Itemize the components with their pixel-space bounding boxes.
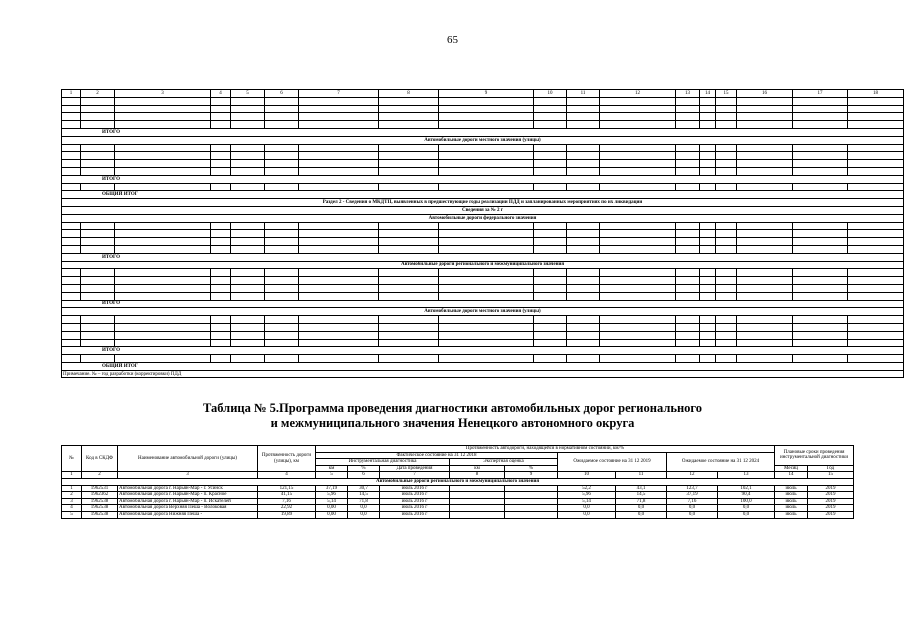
cell-pct-2019: 43,1 xyxy=(616,485,667,492)
header-expected-2019: Ожидаемое состояние на 31 12 2019 xyxy=(558,452,667,472)
empty-row xyxy=(62,339,904,347)
section-row xyxy=(62,199,904,207)
data-heading: Сведения за № 2 г xyxy=(62,206,904,214)
column-number: 3 xyxy=(115,90,211,98)
local-roads-heading: Автомобильные дороги местного значения (улицы) xyxy=(62,136,904,144)
column-number: 2 xyxy=(81,90,115,98)
cell-pct-2024: 102,1 xyxy=(718,485,775,492)
header-km: км xyxy=(450,465,505,472)
empty-row xyxy=(62,292,904,300)
cell-name: Автомобильная дорога Нижняя Пеша - xyxy=(118,511,258,518)
total-row xyxy=(62,253,904,261)
empty-row xyxy=(62,269,904,277)
column-number: 4 xyxy=(258,472,316,479)
header-instrumental: Инструментальная диагностика xyxy=(316,459,450,466)
empty-row xyxy=(62,144,904,152)
column-number: 5 xyxy=(316,472,348,479)
cell-date: июль 2016 г xyxy=(380,485,450,492)
cell-pct-2024: 0,0 xyxy=(718,511,775,518)
cell-km-2019: 5,14 xyxy=(558,498,616,505)
cell-km: 0,00 xyxy=(316,505,348,512)
section-row xyxy=(62,478,854,485)
column-number: 4 xyxy=(211,90,231,98)
empty-row xyxy=(62,222,904,230)
grand-total-label: ОБЩИЙ ИТОГ xyxy=(62,191,904,199)
regional-roads-heading: Автомобильные дороги регионального и межмуниципального значения xyxy=(62,261,904,269)
total-row xyxy=(62,128,904,136)
local-roads-heading: Автомобильные дороги местного значения (улицы) xyxy=(62,308,904,316)
column-number: 6 xyxy=(348,472,380,479)
cell-km: 0,00 xyxy=(316,511,348,518)
cell-month: июль xyxy=(775,505,808,512)
cell-date: июль 2016 г xyxy=(380,511,450,518)
column-number: 8 xyxy=(379,90,439,98)
empty-row xyxy=(62,238,904,246)
column-number: 17 xyxy=(793,90,848,98)
page-number: 65 xyxy=(447,34,458,46)
cell-km-2024: 0,0 xyxy=(667,505,718,512)
cell-pct: 14,5 xyxy=(348,492,380,499)
cell-pct: 71,8 xyxy=(348,498,380,505)
column-number: 15 xyxy=(716,90,737,98)
cell-km-2019: 0,0 xyxy=(558,511,616,518)
total-label: ИТОГО xyxy=(62,175,904,183)
grand-total-row xyxy=(62,362,904,370)
column-number: 7 xyxy=(380,472,450,479)
column-number: 3 xyxy=(118,472,258,479)
header-code: Код в СКДФ xyxy=(82,446,118,472)
total-label: ИТОГО xyxy=(62,253,904,261)
note-row xyxy=(62,370,904,378)
cell-date: июль 2016 г xyxy=(380,498,450,505)
column-number: 13 xyxy=(718,472,775,479)
header-name: Наименование автомобильной дороги (улицы) xyxy=(118,446,258,472)
column-number: 10 xyxy=(534,90,567,98)
cell-km-2024: 7,16 xyxy=(667,498,718,505)
column-number: 13 xyxy=(676,90,700,98)
cell-pct: 30,7 xyxy=(348,485,380,492)
cell-km-2019: 0,0 xyxy=(558,505,616,512)
cell-expert-km xyxy=(450,492,505,499)
grand-total-row xyxy=(62,191,904,199)
empty-row xyxy=(62,284,904,292)
table-title-line-2: и межмуниципального значения Ненецкого автономного округа xyxy=(270,416,635,430)
cell-code: 1962362 xyxy=(82,492,118,499)
total-row xyxy=(62,347,904,355)
cell-code: 1962538 xyxy=(82,505,118,512)
cell-expert-pct xyxy=(505,492,558,499)
cell-num: 3 xyxy=(62,498,82,505)
cell-code: 1962538 xyxy=(82,511,118,518)
cell-name: Автомобильная дорога г. Нарьян-Мар - г. Усинск xyxy=(118,485,258,492)
cell-pct-2024: 90,4 xyxy=(718,492,775,499)
column-number: 1 xyxy=(62,90,81,98)
table-row xyxy=(62,485,854,492)
total-row xyxy=(62,175,904,183)
cell-km: 5,96 xyxy=(316,492,348,499)
empty-row xyxy=(62,160,904,168)
empty-row xyxy=(62,245,904,253)
cell-year: 2019 xyxy=(808,498,854,505)
column-number: 8 xyxy=(450,472,505,479)
cell-length: 121,15 xyxy=(258,485,316,492)
cell-name: Автомобильная дорога Верхняя Пеша - Волоковая xyxy=(118,505,258,512)
header-year: Год xyxy=(808,465,854,472)
cell-km: 5,14 xyxy=(316,498,348,505)
header-expected-2024: Ожидаемое состояние на 31 12 2024 xyxy=(667,452,775,472)
table-row xyxy=(62,505,854,512)
empty-row xyxy=(62,105,904,113)
section-row xyxy=(62,261,904,269)
empty-row xyxy=(62,152,904,160)
cell-km-2019: 52,2 xyxy=(558,485,616,492)
header-date: Дата проведения xyxy=(380,465,450,472)
total-row xyxy=(62,300,904,308)
cell-num: 4 xyxy=(62,505,82,512)
table-row xyxy=(62,511,854,518)
column-number: 12 xyxy=(600,90,676,98)
cell-date: июль 2016 г xyxy=(380,505,450,512)
cell-num: 1 xyxy=(62,485,82,492)
empty-row xyxy=(62,113,904,121)
cell-month: июль xyxy=(775,492,808,499)
cell-code: 1962531 xyxy=(82,485,118,492)
cell-pct: 0,0 xyxy=(348,505,380,512)
cell-km: 37,19 xyxy=(316,485,348,492)
header-length: Протяженность дороги (улицы), км xyxy=(258,446,316,472)
continuation-table xyxy=(61,89,904,378)
column-number: 15 xyxy=(808,472,854,479)
empty-row xyxy=(62,230,904,238)
cell-pct: 0,0 xyxy=(348,511,380,518)
table-title-line-1: Таблица № 5.Программа проведения диагностики автомобильных дорог регионального xyxy=(202,401,703,415)
cell-month: июль xyxy=(775,498,808,505)
header-row xyxy=(62,446,854,453)
empty-row xyxy=(62,183,904,191)
header-num: № xyxy=(62,446,82,472)
section-row xyxy=(62,214,904,222)
cell-km-2024: 123,7 xyxy=(667,485,718,492)
cell-pct-2019: 71,8 xyxy=(616,498,667,505)
empty-row xyxy=(62,316,904,324)
cell-pct-2019: 14,5 xyxy=(616,492,667,499)
header-km: км xyxy=(316,465,348,472)
column-number: 11 xyxy=(567,90,600,98)
section-row xyxy=(62,206,904,214)
empty-row xyxy=(62,277,904,285)
table-row xyxy=(62,492,854,499)
table-note: Примечание. № – год разработки (корректировки) ПДД xyxy=(62,370,904,378)
total-label: ИТОГО xyxy=(62,128,904,136)
cell-year: 2019 xyxy=(808,511,854,518)
column-number: 14 xyxy=(775,472,808,479)
column-number: 1 xyxy=(62,472,82,479)
header-pct: % xyxy=(505,465,558,472)
cell-expert-km xyxy=(450,485,505,492)
empty-row xyxy=(62,97,904,105)
column-number: 10 xyxy=(558,472,616,479)
cell-expert-pct xyxy=(505,498,558,505)
column-number: 2 xyxy=(82,472,118,479)
column-number: 9 xyxy=(505,472,558,479)
cell-length: 41,15 xyxy=(258,492,316,499)
grand-total-label: ОБЩИЙ ИТОГ xyxy=(62,362,904,370)
cell-date: июль 2016 г xyxy=(380,492,450,499)
cell-expert-pct xyxy=(505,505,558,512)
column-numbers-row xyxy=(62,90,904,98)
cell-length: 22,92 xyxy=(258,505,316,512)
cell-pct-2019: 0,0 xyxy=(616,511,667,518)
empty-row xyxy=(62,331,904,339)
cell-expert-km xyxy=(450,498,505,505)
cell-expert-pct xyxy=(505,485,558,492)
header-pct: % xyxy=(348,465,380,472)
column-number: 7 xyxy=(299,90,379,98)
cell-km-2024: 37,19 xyxy=(667,492,718,499)
cell-year: 2019 xyxy=(808,485,854,492)
cell-km-2019: 5,96 xyxy=(558,492,616,499)
cell-name: Автомобильная дорога г. Нарьян-Мар - п. Красное xyxy=(118,492,258,499)
table-title xyxy=(0,401,905,431)
cell-month: июль xyxy=(775,511,808,518)
cell-month: июль xyxy=(775,485,808,492)
diagnostics-table xyxy=(61,445,854,519)
empty-row xyxy=(62,121,904,129)
cell-pct-2019: 0,0 xyxy=(616,505,667,512)
cell-km-2024: 0,0 xyxy=(667,511,718,518)
cell-year: 2019 xyxy=(808,505,854,512)
cell-expert-km xyxy=(450,505,505,512)
cell-year: 2019 xyxy=(808,492,854,499)
header-normative: Протяженность автодороги, находящейся в нормативном состоянии, км/% xyxy=(316,446,775,453)
column-numbers-row xyxy=(62,472,854,479)
federal-roads-heading: Автомобильные дороги федерального значения xyxy=(62,214,904,222)
section-row xyxy=(62,308,904,316)
cell-name: Автомобильная дорога г. Нарьян-Мар - п. Искателей xyxy=(118,498,258,505)
table-row xyxy=(62,498,854,505)
cell-pct-2024: 100,0 xyxy=(718,498,775,505)
column-number: 18 xyxy=(848,90,904,98)
cell-num: 2 xyxy=(62,492,82,499)
total-label: ИТОГО xyxy=(62,300,904,308)
empty-row xyxy=(62,355,904,363)
total-label: ИТОГО xyxy=(62,347,904,355)
column-number: 5 xyxy=(231,90,265,98)
cell-length: 19,89 xyxy=(258,511,316,518)
header-month: Месяц xyxy=(775,465,808,472)
cell-expert-pct xyxy=(505,511,558,518)
cell-length: 7,16 xyxy=(258,498,316,505)
cell-num: 5 xyxy=(62,511,82,518)
section2-heading: Раздел 2 - Сведения о МКДТП, выявленных в предшествующие годы реализации ПДД и запланированных мероприятиях по их ликвидации xyxy=(62,199,904,207)
header-expert: Экспертная оценка xyxy=(450,459,558,466)
column-number: 6 xyxy=(265,90,299,98)
cell-pct-2024: 0,0 xyxy=(718,505,775,512)
column-number: 12 xyxy=(667,472,718,479)
cell-expert-km xyxy=(450,511,505,518)
column-number: 16 xyxy=(737,90,793,98)
section-row xyxy=(62,136,904,144)
empty-row xyxy=(62,323,904,331)
header-actual: Фактическое состояние на 31 12 2018 xyxy=(316,452,558,459)
column-number: 9 xyxy=(439,90,534,98)
cell-code: 1962538 xyxy=(82,498,118,505)
column-number: 14 xyxy=(700,90,716,98)
column-number: 11 xyxy=(616,472,667,479)
empty-row xyxy=(62,167,904,175)
header-planned: Плановые сроки проведения инструментальной диагностики xyxy=(775,446,854,466)
regional-roads-heading: Автомобильные дороги регионального и межмуниципального значения xyxy=(62,478,854,485)
